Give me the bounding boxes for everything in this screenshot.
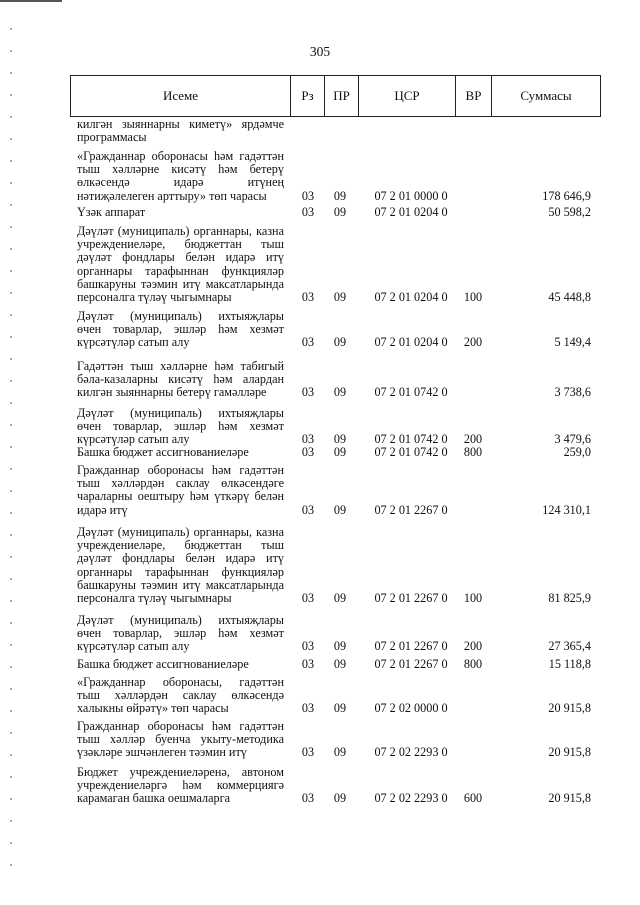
- row-vr: 100: [463, 289, 483, 304]
- table-row: [70, 658, 601, 671]
- row-sum: 20 915,8: [548, 745, 591, 760]
- row-csr: 07 2 01 0204 0: [374, 335, 448, 350]
- row-pr: 09: [333, 204, 347, 219]
- row-rz: 03: [301, 701, 315, 716]
- row-name-line: Дәүләт (муниципаль) органнары, казна: [77, 526, 284, 539]
- table-row: [70, 526, 601, 605]
- row-sum: 5 149,4: [554, 335, 591, 350]
- row-sum: 124 310,1: [542, 502, 591, 517]
- row-rz: 03: [301, 639, 315, 654]
- row-pr: 09: [333, 385, 347, 400]
- row-name-line: үзәкләре эшчәнлеген тәэмин итү: [77, 746, 247, 760]
- row-pr: 09: [333, 590, 347, 605]
- row-pr: 09: [333, 791, 347, 806]
- row-name-line: күрсәтүләр сатып алу: [77, 433, 190, 447]
- row-pr: 09: [333, 502, 347, 517]
- row-csr: 07 2 01 0742 0: [374, 385, 448, 400]
- row-sum: 20 915,8: [548, 701, 591, 716]
- row-name-line: Дәүләт (муниципаль) органнары, казна: [77, 225, 284, 238]
- row-name-line: персоналга түләү чыгымнары: [77, 291, 232, 305]
- row-name-line: башкаруны тәэмин итү максатларында: [77, 277, 284, 291]
- row-pr: 09: [333, 656, 347, 671]
- row-name-line: өчен товарлар, эшләр һәм хезмәт: [77, 627, 284, 641]
- row-name-line: учреждениеләре, бюджеттан тыш: [77, 539, 284, 553]
- row-vr: 600: [463, 791, 483, 806]
- header-sum: Суммасы: [520, 88, 572, 103]
- row-csr: 07 2 02 2293 0: [374, 791, 448, 806]
- row-name: [77, 526, 284, 605]
- row-name: [77, 360, 284, 400]
- row-rz: 03: [301, 502, 315, 517]
- row-vr: 200: [463, 432, 483, 447]
- row-csr: 07 2 01 2267 0: [374, 656, 448, 671]
- table-row: [70, 360, 601, 400]
- row-name: [77, 206, 284, 219]
- row-sum: 50 598,2: [548, 204, 591, 219]
- row-name-line: карамаган башка оешмаларга: [77, 792, 231, 806]
- row-name: [77, 310, 284, 350]
- row-pr: 09: [333, 444, 347, 459]
- row-name-line: өлкәсендә идарә итүнең: [77, 176, 284, 190]
- table-row: [70, 446, 601, 459]
- row-sum: 178 646,9: [542, 188, 591, 203]
- row-sum: 45 448,8: [548, 289, 591, 304]
- row-pr: 09: [333, 701, 347, 716]
- table-row: [70, 206, 601, 219]
- row-pr: 09: [333, 289, 347, 304]
- row-name: [77, 464, 284, 517]
- row-name-line: Гражданнар оборонасы һәм гадәттән: [77, 720, 284, 733]
- row-rz: 03: [301, 432, 315, 447]
- row-pr: 09: [333, 639, 347, 654]
- row-name-line: Дәүләт (муниципаль) ихтыяҗлары: [77, 407, 284, 420]
- row-pr: 09: [333, 432, 347, 447]
- row-name-line: персоналга түләү чыгымнары: [77, 592, 232, 606]
- row-name: [77, 658, 284, 671]
- row-name-line: «Гражданнар оборонасы, гадәттән: [77, 676, 284, 689]
- header-rz: Рз: [301, 88, 314, 103]
- row-pr: 09: [333, 335, 347, 350]
- margin-binding-dots: [10, 28, 12, 878]
- row-name: [77, 720, 284, 760]
- row-csr: 07 2 01 2267 0: [374, 502, 448, 517]
- row-sum: 15 118,8: [548, 656, 591, 671]
- table-row: [70, 310, 601, 350]
- table-row: [70, 464, 601, 517]
- row-name-line: тыш хәлләр буенча укыту-методика: [77, 733, 284, 747]
- row-name-line: килгән зыяннарны бетерү гамәлләре: [77, 386, 267, 400]
- row-sum: 3 738,6: [554, 385, 591, 400]
- row-name-line: органнары тарафыннан функцияләр: [77, 565, 284, 579]
- row-rz: 03: [301, 590, 315, 605]
- row-name-line: Дәүләт (муниципаль) ихтыяҗлары: [77, 310, 284, 323]
- row-name-line: идарә итү: [77, 503, 128, 517]
- row-csr: 07 2 02 0000 0: [374, 701, 448, 716]
- row-name-line: чараларны оештыру һәм үткәрү белән: [77, 490, 284, 504]
- header-vr: ВР: [465, 88, 482, 103]
- row-name-line: Бюджет учреждениеләренә, автоном: [77, 766, 284, 779]
- row-name-line: килгән зыяннарны киметү» ярдәмче: [77, 118, 284, 131]
- row-name-line: халыкны өйрәтү» төп чарасы: [77, 702, 229, 716]
- table-row: [70, 766, 601, 806]
- row-name-line: Башка бюджет ассигнованиеләре: [77, 658, 249, 671]
- row-name-line: «Гражданнар оборонасы һәм гадәттән: [77, 150, 284, 163]
- row-rz: 03: [301, 656, 315, 671]
- row-csr: 07 2 01 0204 0: [374, 204, 448, 219]
- row-csr: 07 2 01 0742 0: [374, 432, 448, 447]
- table-header: [70, 75, 601, 117]
- row-csr: 07 2 02 2293 0: [374, 745, 448, 760]
- top-rule: [0, 0, 62, 2]
- row-name-line: учреждениеләргә һәм коммерциягә: [77, 779, 284, 793]
- row-rz: 03: [301, 745, 315, 760]
- row-sum: 3 479,6: [554, 432, 591, 447]
- row-name: [77, 118, 284, 144]
- row-csr: 07 2 01 0204 0: [374, 289, 448, 304]
- row-name: [77, 446, 284, 459]
- row-sum: 81 825,9: [548, 590, 591, 605]
- row-name-line: Гадәттән тыш хәлләрне һәм табигый: [77, 360, 284, 373]
- row-rz: 03: [301, 385, 315, 400]
- row-vr: 800: [463, 656, 483, 671]
- row-vr: 800: [463, 444, 483, 459]
- row-vr: 200: [463, 639, 483, 654]
- row-csr: 07 2 01 0000 0: [374, 188, 448, 203]
- row-rz: 03: [301, 204, 315, 219]
- header-name: Исеме: [162, 88, 199, 103]
- row-name-line: өчен товарлар, эшләр һәм хезмәт: [77, 323, 284, 337]
- row-name-line: Үзәк аппарат: [77, 206, 146, 219]
- row-name-line: тыш хәлләрдән саклау өлкәсендәге: [77, 477, 284, 491]
- row-name-line: өчен товарлар, эшләр һәм хезмәт: [77, 420, 284, 434]
- row-name: [77, 614, 284, 654]
- row-name: [77, 766, 284, 806]
- row-name: [77, 676, 284, 716]
- row-name-line: күрсәтүләр сатып алу: [77, 336, 190, 350]
- row-name: [77, 225, 284, 304]
- row-name-line: программасы: [77, 131, 147, 145]
- row-rz: 03: [301, 188, 315, 203]
- row-name-line: Башка бюджет ассигнованиеләре: [77, 446, 249, 459]
- row-name-line: Дәүләт (муниципаль) ихтыяҗлары: [77, 614, 284, 627]
- row-csr: 07 2 01 0742 0: [374, 444, 448, 459]
- row-name-line: тыш хәлләрдән саклау өлкәсендә: [77, 689, 284, 703]
- row-name-line: дәүләт фондлары белән идарә итү: [77, 251, 284, 265]
- row-pr: 09: [333, 745, 347, 760]
- row-name-line: башкаруны тәэмин итү максатларында: [77, 578, 284, 592]
- row-name-line: Гражданнар оборонасы һәм гадәттән: [77, 464, 284, 477]
- table-row: [70, 118, 601, 144]
- row-name: [77, 150, 284, 203]
- row-vr: 100: [463, 590, 483, 605]
- row-rz: 03: [301, 335, 315, 350]
- row-rz: 03: [301, 791, 315, 806]
- table-row: [70, 676, 601, 716]
- row-name-line: дәүләт фондлары белән идарә итү: [77, 552, 284, 566]
- row-sum: 27 365,4: [548, 639, 591, 654]
- table-row: [70, 407, 601, 447]
- row-csr: 07 2 01 2267 0: [374, 590, 448, 605]
- row-name-line: күрсәтүләр сатып алу: [77, 640, 190, 654]
- header-csr: ЦСР: [394, 88, 420, 103]
- table-row: [70, 150, 601, 203]
- row-vr: 200: [463, 335, 483, 350]
- row-rz: 03: [301, 444, 315, 459]
- row-name-line: органнары тарафыннан функцияләр: [77, 264, 284, 278]
- row-name-line: учреждениеләре, бюджеттан тыш: [77, 238, 284, 252]
- page-number: 305: [309, 44, 331, 59]
- table-row: [70, 720, 601, 760]
- row-name-line: тыш хәлләрне кисәтү һәм бетерү: [77, 163, 284, 177]
- row-rz: 03: [301, 289, 315, 304]
- row-name-line: нәтиҗәлелеген арттыру» төп чарасы: [77, 189, 267, 203]
- header-pr: ПР: [333, 88, 350, 103]
- row-name: [77, 407, 284, 447]
- row-pr: 09: [333, 188, 347, 203]
- table-row: [70, 614, 601, 654]
- table-row: [70, 225, 601, 304]
- row-sum: 259,0: [563, 444, 591, 459]
- row-sum: 20 915,8: [548, 791, 591, 806]
- row-name-line: бәла-казаларны кисәтү һәм алардан: [77, 373, 284, 387]
- row-csr: 07 2 01 2267 0: [374, 639, 448, 654]
